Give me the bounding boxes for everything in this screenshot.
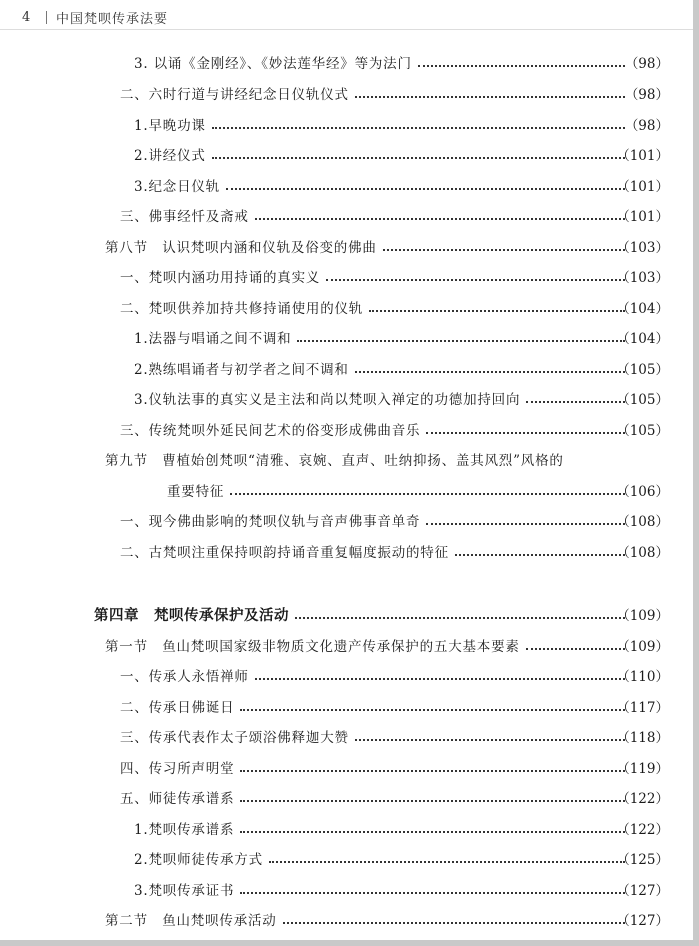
dot-leader [426, 522, 625, 525]
toc-entry-page: （98） [624, 118, 669, 134]
toc-entry-label: 四、传习所声明堂 [120, 761, 235, 777]
toc-entry-label: 一、梵呗内涵功用持诵的真实义 [120, 270, 321, 286]
toc-entry[interactable] [120, 509, 629, 531]
book-title: 中国梵呗传承法要 [56, 11, 169, 27]
toc-entry-page: （101） [616, 179, 669, 195]
toc-entry[interactable] [105, 908, 629, 930]
dot-leader [369, 309, 625, 312]
toc-entry-page: （105） [616, 423, 669, 439]
toc-entry-page: （106） [616, 484, 669, 500]
toc-entry-page: （109） [616, 639, 669, 655]
dot-leader [295, 616, 625, 619]
toc-entry-label: 重要特征 [167, 484, 225, 500]
toc-entry-page: （101） [616, 148, 669, 164]
dot-leader [230, 492, 625, 495]
toc-entry[interactable] [134, 113, 629, 135]
toc-entry-label: 二、古梵呗注重保持呗韵持诵音重复幅度振动的特征 [120, 545, 449, 561]
toc-entry[interactable] [120, 296, 629, 318]
toc-entry-label: 2.讲经仪式 [134, 148, 206, 164]
toc-entry-label: 3.仪轨法事的真实义是主法和尚以梵呗入禅定的功德加持回向 [134, 392, 521, 408]
toc-entry[interactable] [120, 418, 629, 440]
toc-entry-page: （104） [616, 301, 669, 317]
toc-entry[interactable] [120, 540, 629, 562]
toc-entry[interactable] [134, 847, 629, 869]
dot-leader [240, 891, 625, 894]
toc-entry[interactable] [134, 387, 629, 409]
toc-entry-page: （101） [616, 209, 669, 225]
toc-entry-label: 三、传承代表作太子颂浴佛释迦大赞 [120, 730, 349, 746]
toc-entry-page: （117） [616, 700, 669, 716]
toc-entry[interactable] [134, 143, 629, 165]
toc-entry[interactable] [134, 51, 629, 73]
toc-chapter-entry[interactable] [94, 603, 629, 625]
dot-leader [418, 64, 625, 67]
toc-entry[interactable] [134, 878, 629, 900]
dot-leader [240, 830, 625, 833]
toc-entry[interactable] [120, 756, 629, 778]
toc-entry-page: （105） [616, 362, 669, 378]
toc-entry[interactable] [167, 479, 629, 501]
toc-entry-page: （110） [616, 669, 669, 685]
toc-entry-label: 3.梵呗传承证书 [134, 883, 235, 899]
dot-leader [212, 126, 625, 129]
toc-entry-label: 五、师徒传承谱系 [120, 791, 235, 807]
toc-entry-page: （105） [616, 392, 669, 408]
dot-leader [526, 400, 625, 403]
toc-entry-label: 3.纪念日仪轨 [134, 179, 220, 195]
dot-leader [426, 431, 625, 434]
toc-entry-page: （103） [616, 240, 669, 256]
dot-leader [383, 248, 625, 251]
toc-entry[interactable] [134, 817, 629, 839]
toc-entry-label: 1.梵呗传承谱系 [134, 822, 235, 838]
toc-entry-label: 2.熟练唱诵者与初学者之间不调和 [134, 362, 349, 378]
toc-entry-label: 三、佛事经忏及斋戒 [120, 209, 249, 225]
toc-entry-page: （119） [616, 761, 669, 777]
toc-entry-label: 三、传统梵呗外延民间艺术的俗变形成佛曲音乐 [120, 423, 421, 439]
toc-entry-page: （98） [624, 87, 669, 103]
toc-entry-label: 1.早晚功课 [134, 118, 206, 134]
dot-leader [355, 95, 625, 98]
toc-entry[interactable] [105, 448, 629, 470]
dot-leader [326, 278, 625, 281]
dot-leader [240, 769, 625, 772]
toc-entry-page: （108） [616, 514, 669, 530]
toc-entry[interactable] [134, 357, 629, 379]
toc-entry-page: （104） [616, 331, 669, 347]
toc-entry-page: （127） [616, 913, 669, 929]
toc-entry-page: （103） [616, 270, 669, 286]
dot-leader [226, 187, 625, 190]
toc-entry-label: 一、传承人永悟禅师 [120, 669, 249, 685]
toc-entry[interactable] [120, 265, 629, 287]
toc-entry-page: （98） [624, 56, 669, 72]
toc-entry-label: 3. 以诵《金刚经》、《妙法莲华经》等为法门 [134, 56, 412, 72]
dot-leader [355, 370, 625, 373]
toc-entry[interactable] [105, 235, 629, 257]
toc-entry-page: （109） [616, 608, 669, 624]
toc-entry-page: （108） [616, 545, 669, 561]
toc-entry[interactable] [134, 326, 629, 348]
toc-entry[interactable] [120, 664, 629, 686]
toc-entry-label: 第八节 认识梵呗内涵和仪轨及俗变的佛曲 [105, 240, 377, 256]
dot-leader [212, 156, 625, 159]
dot-leader [240, 708, 625, 711]
toc-entry-label: 1.法器与唱诵之间不调和 [134, 331, 292, 347]
toc-entry-label: 二、传承日佛诞日 [120, 700, 235, 716]
toc-entry[interactable] [120, 82, 629, 104]
toc-entry-label: 第一节 鱼山梵呗国家级非物质文化遗产传承保护的五大基本要素 [105, 639, 520, 655]
toc-entry[interactable] [134, 174, 629, 196]
dot-leader [269, 860, 625, 863]
toc-entry-label: 二、梵呗供养加持共修持诵使用的仪轨 [120, 301, 364, 317]
toc-entry-label: 第二节 鱼山梵呗传承活动 [105, 913, 277, 929]
dot-leader [355, 738, 625, 741]
toc-entry-label: 2.梵呗师徒传承方式 [134, 852, 263, 868]
dot-leader [240, 799, 625, 802]
toc-entry-label: 第四章 梵呗传承保护及活动 [94, 607, 289, 624]
header-divider [46, 11, 47, 24]
toc-entry-label: 二、六时行道与讲经纪念日仪轨仪式 [120, 87, 349, 103]
dot-leader [255, 217, 625, 220]
running-header [22, 7, 168, 27]
dot-leader [255, 677, 625, 680]
toc-entry-page: （125） [616, 852, 669, 868]
header-rule [0, 29, 693, 30]
toc-entry-label: 第九节 曹植始创梵呗“清雅、哀婉、直声、吐纳抑扬、盖其风烈”风格的 [105, 453, 564, 469]
toc-entry[interactable] [120, 786, 629, 808]
toc-entry[interactable] [120, 204, 629, 226]
dot-leader [283, 921, 625, 924]
toc-entry[interactable] [120, 695, 629, 717]
dot-leader [526, 647, 625, 650]
toc-entry[interactable] [120, 725, 629, 747]
toc-entry[interactable] [105, 634, 629, 656]
dot-leader [297, 339, 625, 342]
toc-entry-page: （118） [616, 730, 669, 746]
dot-leader [455, 553, 625, 556]
toc-entry-page: （122） [616, 791, 669, 807]
toc-entry-label: 一、现今佛曲影响的梵呗仪轨与音声佛事音单奇 [120, 514, 421, 530]
toc-entry-page: （122） [616, 822, 669, 838]
page-number: 4 [22, 9, 31, 25]
toc-entry-page: （127） [616, 883, 669, 899]
